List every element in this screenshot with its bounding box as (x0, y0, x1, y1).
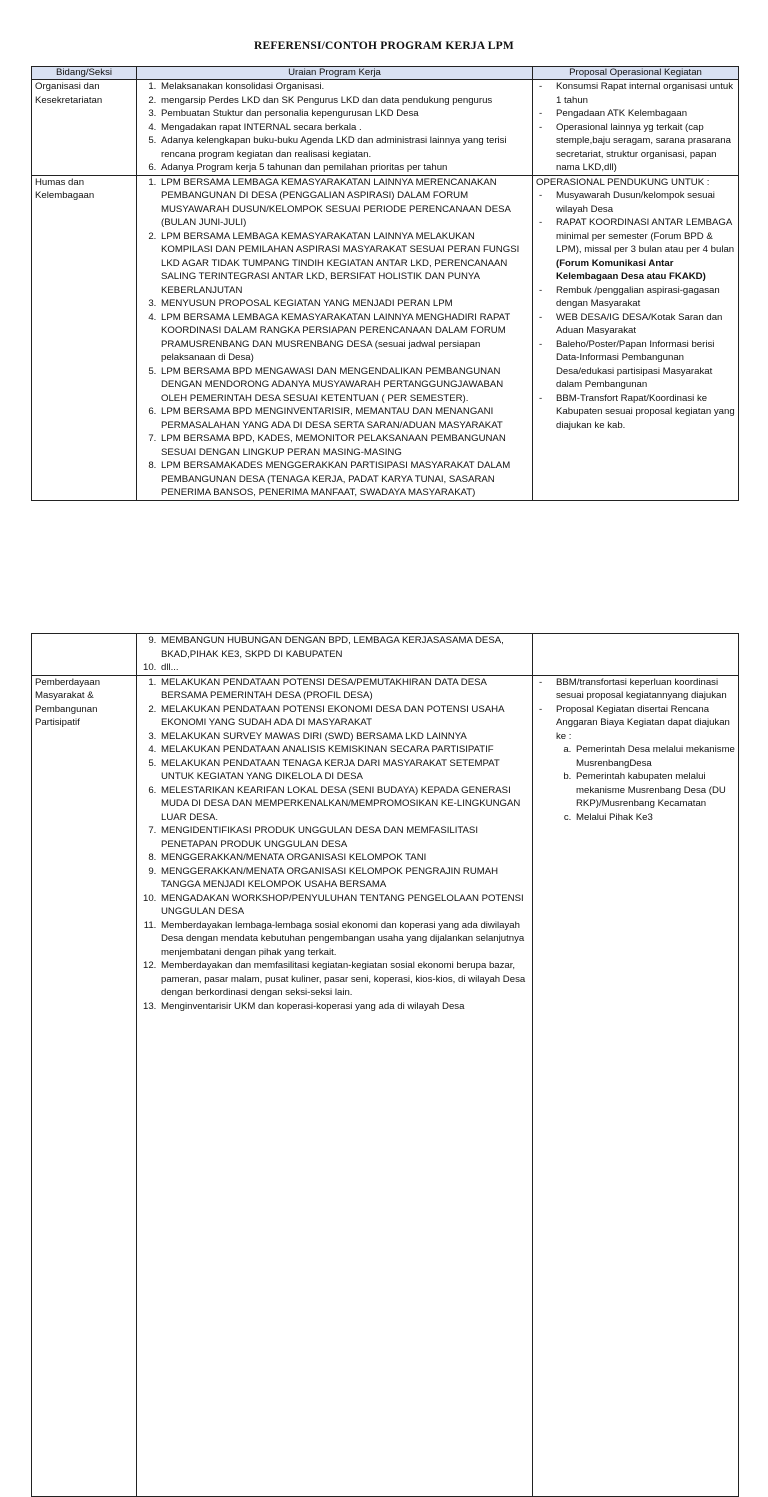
bidang-cell (32, 80, 137, 176)
table-row-organisasi (32, 80, 739, 176)
list-item: a. Pemerintah Desa melalui mekanisme MusrenbangDesa (574, 743, 735, 770)
bidang-cell (32, 634, 137, 676)
list-item: 2. LPM BERSAMA LEMBAGA KEMASYARAKATAN LAINNYA MELAKUKAN KOMPILASI DAN PEMILAHAN ASPIRASI MASYARAKAT SESUAI PERAN FUNGSI LKD AGAR TIDAK TUMPANG TINDIH KEGIATAN ANTAR LKD, PERENCANAAN SALING TERINTEGRASI ANTAR LKD, BERSIFAT HOLISTIK DAN PUNYA KEBERLANJUTAN (159, 230, 529, 298)
proposal-cell (533, 634, 739, 676)
proposal-list (536, 189, 735, 432)
list-item: - BBM/transfortasi keperluan koordinasi sesuai proposal kegiatannyang diajukan (536, 676, 735, 703)
uraian-list (140, 80, 529, 175)
list-item: 5. MELAKUKAN PENDATAAN TENAGA KERJA DARI MASYARAKAT SETEMPAT UNTUK KEGIATAN YANG DIKELOLA DI DESA (159, 757, 529, 784)
list-item: 2. MELAKUKAN PENDATAAN POTENSI EKONOMI DESA DAN POTENSI USAHA EKONOMI YANG SUDAH ADA DI MASYARAKAT (159, 703, 529, 730)
list-item: 13. Menginventarisir UKM dan koperasi-koperasi yang ada di wilayah Desa (159, 1000, 529, 1014)
list-item: 8. MENGGERAKKAN/MENATA ORGANISASI KELOMPOK TANI (159, 851, 529, 865)
proposal-cell (533, 175, 739, 500)
list-item: 7. LPM BERSAMA BPD, KADES, MEMONITOR PELAKSANAAN PEMBANGUNAN SESUAI DENGAN LINGKUP PERAN MASING-MASING (159, 432, 529, 459)
program-table-page-1 (31, 66, 739, 501)
program-table-page-2 (31, 633, 739, 1497)
list-item: 4. MELAKUKAN PENDATAAN ANALISIS KEMISKINAN SECARA PARTISIPATIF (159, 743, 529, 757)
header-uraian: Uraian Program Kerja (137, 67, 533, 80)
list-item: - Operasional lainnya yg terkait (cap stemple,baju seragam, sarana prasarana secretariat, struktur organisasi, papan nama LKD,dll) (536, 121, 735, 175)
proposal-cell (533, 675, 739, 1496)
list-item: - Baleho/Poster/Papan Informasi berisi Data-Informasi Pembangunan Desa/edukasi partisipasi Masyarakat dalam Pembangunan (536, 338, 735, 392)
table-row-humas-continued (32, 634, 739, 676)
list-item: - Konsumsi Rapat internal organisasi untuk 1 tahun (536, 80, 735, 107)
list-item: - WEB DESA/IG DESA/Kotak Saran dan Aduan Masyarakat (536, 311, 735, 338)
uraian-cell (137, 80, 533, 176)
list-item: 3. Pembuatan Stuktur dan personalia kepengurusan LKD Desa (159, 107, 529, 121)
list-item: 8. LPM BERSAMAKADES MENGGERAKKAN PARTISIPASI MASYARAKAT DALAM PEMBANGUNAN DESA (TENAGA KERJA, PADAT KARYA TUNAI, SASARAN PENERIMA BANSOS, PENERIMA MANFAAT, SWADAYA MASYARAKAT) (159, 459, 529, 500)
bidang-label: Humas dan Kelembagaan (35, 176, 95, 201)
table-row-humas (32, 175, 739, 500)
list-item: 3. MENYUSUN PROPOSAL KEGIATAN YANG MENJADI PERAN LPM (159, 297, 529, 311)
sub-list (556, 743, 735, 824)
header-bidang: Bidang/Seksi (32, 67, 137, 80)
list-item (536, 703, 735, 825)
proposal-list (536, 80, 735, 175)
bidang-cell (32, 175, 137, 500)
bidang-cell (32, 675, 137, 1496)
list-item: 5. Adanya kelengkapan buku-buku Agenda LKD dan administrasi lainnya yang terisi rencana program kegiatan dan realisasi kegiatan. (159, 134, 529, 161)
list-item: - Pengadaan ATK Kelembagaan (536, 107, 735, 121)
proposal-cell (533, 80, 739, 176)
uraian-list (140, 176, 529, 500)
list-item: - BBM-Transfort Rapat/Koordinasi ke Kabupaten sesuai proposal kegiatan yang diajukan ke kab. (536, 392, 735, 433)
proposal-heading: OPERASIONAL PENDUKUNG UNTUK : (536, 176, 710, 188)
list-item: 12. Memberdayakan dan memfasilitasi kegiatan-kegiatan sosial ekonomi berupa bazar, pameran, pasar malam, pusat kuliner, pasar seni, koperasi, kios-kios, di wilayah Desa dengan berkordinasi dengan seksi-seksi lain. (159, 959, 529, 1000)
table-row-pemberdayaan (32, 675, 739, 1496)
list-item: 10. dll... (159, 661, 529, 675)
list-item: 1. LPM BERSAMA LEMBAGA KEMASYARAKATAN LAINNYA MERENCANAKAN PEMBANGUNAN DI DESA (PENGGALIAN ASPIRASI) DALAM FORUM MUSYAWARAH DUSUN/KELOMPOK SESUAI PERIODE PERENCANAAN DESA (BULAN JUNI-JULI) (159, 176, 529, 230)
list-item-text: Proposal Kegiatan disertai Rencana Anggaran Biaya Kegiatan dapat diajukan ke : (556, 703, 730, 742)
bidang-label: Organisasi dan Kesekretariatan (35, 81, 103, 106)
list-item: 10. MENGADAKAN WORKSHOP/PENYULUHAN TENTANG PENGELOLAAN POTENSI UNGGULAN DESA (159, 892, 529, 919)
uraian-list (140, 634, 529, 675)
list-item: 2. mengarsip Perdes LKD dan SK Pengurus LKD dan data pendukung pengurus (159, 94, 529, 108)
list-item: 1. Melaksanakan konsolidasi Organisasi. (159, 80, 529, 94)
list-item: c. Melalui Pihak Ke3 (574, 811, 735, 825)
uraian-cell (137, 634, 533, 676)
uraian-list (140, 676, 529, 1014)
list-item: b. Pemerintah kabupaten melalui mekanisme Musrenbang Desa (DU RKP)/Musrenbang Kecamatan (574, 770, 735, 811)
list-item (536, 216, 735, 284)
list-item: 5. LPM BERSAMA BPD MENGAWASI DAN MENGENDALIKAN PEMBANGUNAN DENGAN MENDORONG ADANYA MUSYAWARAH PERTANGGUNGJAWABAN OLEH PEMERINTAH DESA SESUAI KETENTUAN ( PER SEMESTER). (159, 365, 529, 406)
list-item: 9. MEMBANGUN HUBUNGAN DENGAN BPD, LEMBAGA KERJASASAMA DESA, BKAD,PIHAK KE3, SKPD DI KABUPATEN (159, 634, 529, 661)
list-item: 4. Mengadakan rapat INTERNAL secara berkala . (159, 121, 529, 135)
list-item: 1. MELAKUKAN PENDATAAN POTENSI DESA/PEMUTAKHIRAN DATA DESA BERSAMA PEMERINTAH DESA (PROFIL DESA) (159, 676, 529, 703)
list-item: 6. LPM BERSAMA BPD MENGINVENTARISIR, MEMANTAU DAN MENANGANI PERMASALAHAN YANG ADA DI DESA SERTA SARAN/ADUAN MASYARAKAT (159, 405, 529, 432)
proposal-list (536, 676, 735, 825)
list-item-text: RAPAT KOORDINASI ANTAR LEMBAGA minimal per semester (Forum BPD & LPM), missal per 3 bulan atau per 4 bulan (556, 217, 735, 255)
list-item: - Rembuk /penggalian aspirasi-gagasan dengan Masyarakat (536, 284, 735, 311)
uraian-cell (137, 675, 533, 1496)
table-header-row (32, 67, 739, 80)
list-item: 9. MENGGERAKKAN/MENATA ORGANISASI KELOMPOK PENGRAJIN RUMAH TANGGA MENJADI KELOMPOK USAHA BERSAMA (159, 865, 529, 892)
list-item: 3. MELAKUKAN SURVEY MAWAS DIRI (SWD) BERSAMA LKD LAINNYA (159, 730, 529, 744)
list-item: 7. MENGIDENTIFIKASI PRODUK UNGGULAN DESA DAN MEMFASILITASI PENETAPAN PRODUK UNGGULAN DESA (159, 824, 529, 851)
list-item: 6. MELESTARIKAN KEARIFAN LOKAL DESA (SENI BUDAYA) KEPADA GENERASI MUDA DI DESA DAN MEMPERKENALKAN/MEMPROMOSIKAN KE-LINGKUNGAN LUAR DESA. (159, 784, 529, 825)
header-proposal: Proposal Operasional Kegiatan (533, 67, 739, 80)
uraian-cell (137, 175, 533, 500)
list-item: 11. Memberdayakan lembaga-lembaga sosial ekonomi dan koperasi yang ada diwilayah Desa dengan mendata kebutuhan pengembangan usaha yang dijalankan selanjutnya menjembatani dengan pihak yang terkait. (159, 919, 529, 960)
forum-name: (Forum Komunikasi Antar Kelembagaan Desa atau FKAKD) (556, 257, 706, 282)
document-title: REFERENSI/CONTOH PROGRAM KERJA LPM (254, 40, 514, 52)
list-item: 6. Adanya Program kerja 5 tahunan dan pemilahan prioritas per tahun (159, 161, 529, 175)
bidang-label: Pemberdayaan Masyarakat & Pembangunan Partisipatif (35, 676, 101, 728)
list-item: 4. LPM BERSAMA LEMBAGA KEMASYARAKATAN LAINNYA MENGHADIRI RAPAT KOORDINASI DALAM RANGKA PERSIAPAN PERENCANAAN DALAM FORUM PRAMUSRENBANG DAN MUSRENBANG DESA (sesuai jadwal persiapan pelaksanaan di Desa) (159, 311, 529, 365)
list-item: - Musyawarah Dusun/kelompok sesuai wilayah Desa (536, 189, 735, 216)
